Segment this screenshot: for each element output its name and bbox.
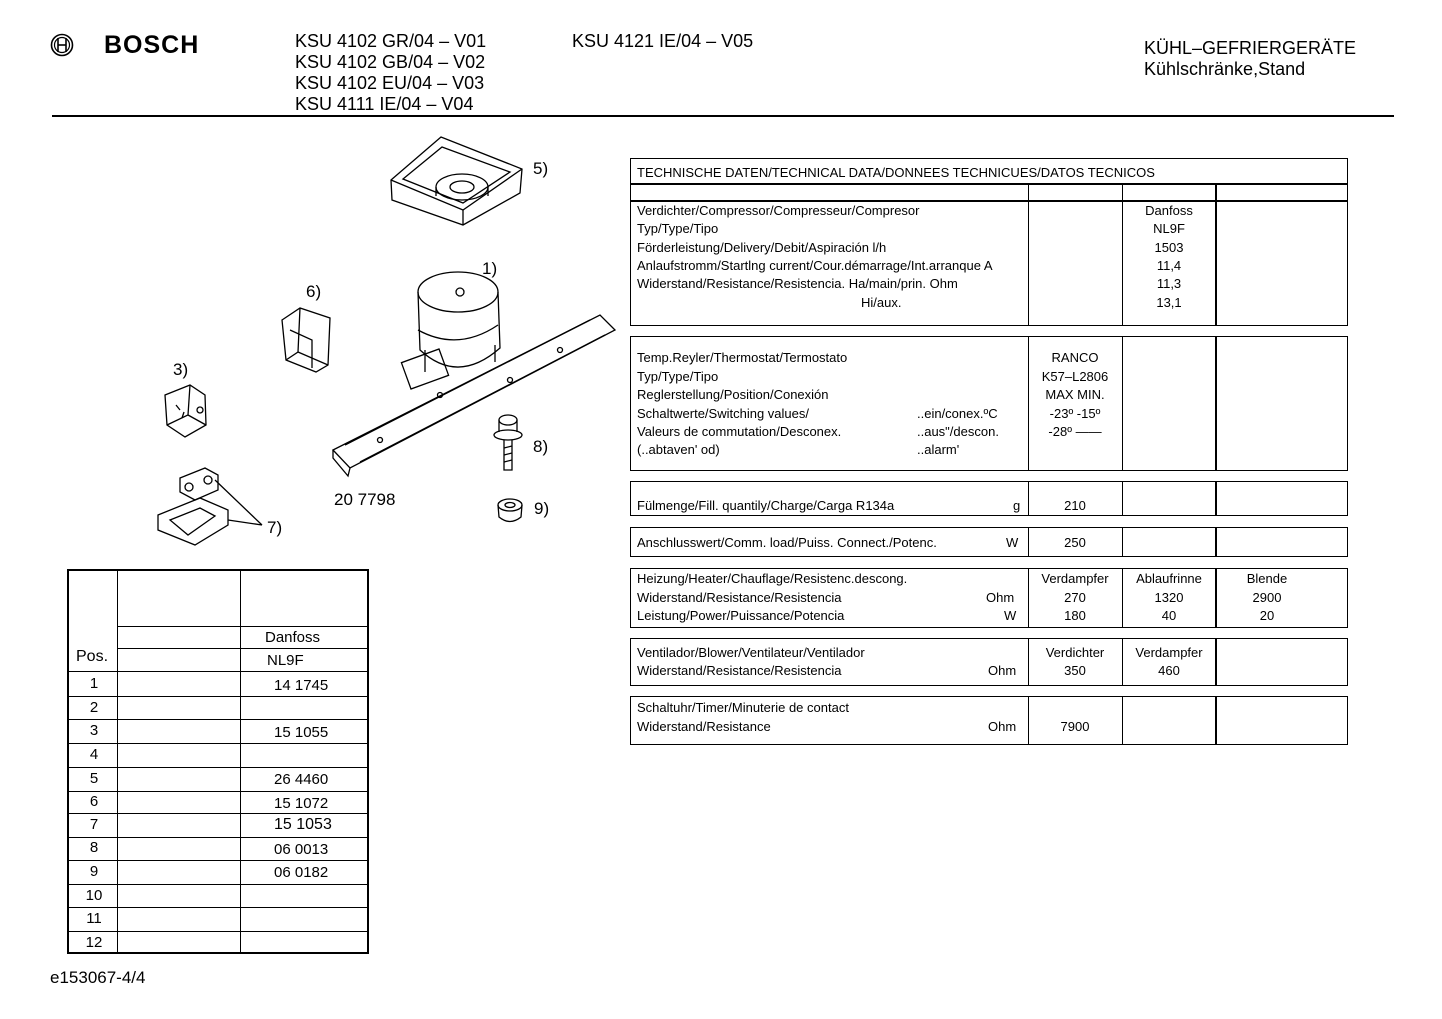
brand-name: BOSCH — [104, 31, 200, 59]
heater-value: 2900 — [1252, 590, 1282, 605]
table-row-value: 15 1053 — [274, 816, 332, 833]
category-line: Kühlschränke,Stand — [1144, 59, 1306, 79]
heater-label: Leistung/Power/Puissance/Potencia — [637, 608, 845, 623]
blower-unit: Ohm — [988, 663, 1017, 678]
table-row-value: 06 0182 — [274, 864, 329, 881]
table-row-pos: 4 — [89, 746, 99, 763]
table-row-pos: 7 — [89, 816, 99, 833]
category-title — [1144, 38, 1356, 80]
table-header-pos: Pos. — [76, 648, 109, 665]
blower-value: 350 — [1064, 663, 1086, 678]
fill-unit: g — [1013, 498, 1021, 513]
thermostat-sublabel: ..ein/conex.ºC — [917, 406, 998, 421]
table-row-value: 06 0013 — [274, 841, 329, 858]
screw-part — [494, 415, 522, 470]
table-row-value: 15 1055 — [274, 724, 329, 741]
table-row-pos: 5 — [89, 770, 99, 787]
part-label: 9) — [534, 499, 550, 518]
thermostat-value: RANCO — [1051, 350, 1099, 365]
table-row-pos: 10 — [85, 887, 103, 904]
thermostat-label: Typ/Type/Tipo — [637, 369, 719, 384]
part-label: 5) — [533, 159, 549, 178]
compressor-value: 13,1 — [1156, 295, 1182, 310]
compressor-value: 1503 — [1154, 240, 1184, 255]
table-row-pos: 11 — [86, 910, 102, 927]
heater-unit: Ohm — [986, 590, 1015, 605]
compressor-label: Förderleistung/Delivery/Debit/Aspiración l/h — [637, 240, 887, 255]
blower-value: Verdampfer — [1135, 645, 1203, 660]
table-row-pos: 9 — [89, 863, 99, 880]
part-label: 7) — [267, 518, 283, 537]
thermostat-value: -23º -15º — [1049, 406, 1101, 421]
table-row-pos: 8 — [89, 839, 99, 856]
table-row-pos: 1 — [89, 675, 99, 692]
tech-data-header-row — [630, 184, 1348, 201]
compressor-label: Hi/aux. — [861, 295, 902, 310]
part-label: 3) — [173, 360, 189, 379]
thermostat-value: K57–L2806 — [1041, 369, 1109, 384]
heater-label: Widerstand/Resistance/Resistencia — [637, 590, 842, 605]
compressor-value: 11,3 — [1156, 276, 1182, 291]
table-header-brand: Danfoss — [265, 629, 321, 646]
model-line: KSU 4102 GR/04 – V01 — [295, 31, 487, 51]
compressor-label: Verdichter/Compressor/Compresseur/Compresor — [637, 203, 920, 218]
thermostat-value: MAX MIN. — [1045, 387, 1105, 402]
heater-value: 180 — [1064, 608, 1086, 623]
timer-unit: Ohm — [988, 719, 1017, 734]
starter-relay-part — [165, 385, 206, 437]
document-id: e153067-4/4 — [50, 968, 146, 987]
model-line: KSU 4121 IE/04 – V05 — [572, 31, 754, 51]
table-row-value: 26 4460 — [274, 771, 329, 788]
thermostat-label: Reglerstellung/Position/Conexión — [637, 387, 829, 402]
thermostat-label: Valeurs de commutation/Desconex. — [637, 424, 842, 439]
model-list-2 — [572, 31, 753, 52]
load-unit: W — [1006, 535, 1019, 550]
model-line: KSU 4102 EU/04 – V03 — [295, 73, 485, 93]
mounting-clamps-part — [158, 468, 262, 545]
heater-value: 270 — [1064, 590, 1086, 605]
table-row-pos: 6 — [89, 793, 99, 810]
position-table — [67, 569, 369, 954]
part-label: 8) — [533, 437, 549, 456]
table-row-pos: 2 — [89, 699, 99, 716]
part-label: 1) — [482, 259, 498, 278]
table-row-pos: 3 — [89, 722, 99, 739]
heater-value: Verdampfer — [1041, 571, 1109, 586]
tech-data-title: TECHNISCHE DATEN/TECHNICAL DATA/DONNEES TECHNICUES/DATOS TECNICOS — [637, 165, 1155, 180]
category-line: KÜHL–GEFRIERGERÄTE — [1144, 38, 1357, 58]
thermostat-sublabel: ..aus"/descon. — [917, 424, 999, 439]
bosch-logo-icon — [50, 33, 74, 57]
compressor-value: NL9F — [1153, 221, 1185, 236]
table-row-value: 14 1745 — [274, 677, 329, 694]
blower-label: Widerstand/Resistance/Resistencia — [637, 663, 842, 678]
timer-label: Schaltuhr/Timer/Minuterie de contact — [637, 700, 849, 715]
compressor-label: Widerstand/Resistance/Resistencia. Ha/main/prin. Ohm — [637, 276, 958, 291]
load-value: 250 — [1064, 535, 1086, 550]
table-header-type: NL9F — [267, 652, 304, 669]
table-row-pos: 12 — [85, 934, 103, 951]
thermostat-sublabel: ..alarm' — [917, 442, 960, 457]
timer-value: 7900 — [1060, 719, 1090, 734]
thermostat-label: (..abtaven' od) — [637, 442, 720, 457]
blower-label: Ventilador/Blower/Ventilateur/Ventilador — [637, 645, 865, 660]
drip-tray-part — [391, 137, 522, 225]
rubber-grommet-part — [498, 499, 522, 522]
thermostat-value: -28º —— — [1048, 424, 1102, 439]
compressor-label: Anlaufstromm/Startlng current/Cour.démarrage/Int.arranque A — [637, 258, 993, 273]
heater-value: Blende — [1246, 571, 1288, 586]
heater-unit: W — [1004, 608, 1017, 623]
blower-value: Verdichter — [1045, 645, 1105, 660]
heater-value: 1320 — [1154, 590, 1184, 605]
load-label: Anschlusswert/Comm. load/Puiss. Connect./Potenc. — [637, 535, 937, 550]
compressor-label: Typ/Type/Tipo — [637, 221, 719, 236]
table-row-value: 15 1072 — [274, 795, 329, 812]
thermostat-label: Temp.Reyler/Thermostat/Termostato — [637, 350, 848, 365]
heater-value: 20 — [1259, 608, 1275, 623]
compressor-value: Danfoss — [1145, 203, 1193, 218]
timer-label: Widerstand/Resistance — [637, 719, 771, 734]
model-line: KSU 4102 GB/04 – V02 — [295, 52, 486, 72]
compressor-value: 11,4 — [1156, 258, 1182, 273]
heater-value: Ablaufrinne — [1136, 571, 1202, 586]
model-list-1 — [295, 31, 486, 115]
relay-cover-part — [282, 308, 330, 372]
header-rule — [52, 115, 1394, 117]
compressor-part — [333, 272, 615, 476]
model-line: KSU 4111 IE/04 – V04 — [295, 94, 474, 114]
drawing-part-number: 20 7798 — [334, 490, 396, 509]
fill-value: 210 — [1064, 498, 1086, 513]
blower-value: 460 — [1158, 663, 1180, 678]
fill-label: Fülmenge/Fill. quantily/Charge/Carga R134a — [637, 498, 895, 513]
part-label: 6) — [306, 282, 322, 301]
heater-value: 40 — [1161, 608, 1177, 623]
heater-label: Heizung/Heater/Chauflage/Resistenc.descong. — [637, 571, 908, 586]
thermostat-label: Schaltwerte/Switching values/ — [637, 406, 809, 421]
